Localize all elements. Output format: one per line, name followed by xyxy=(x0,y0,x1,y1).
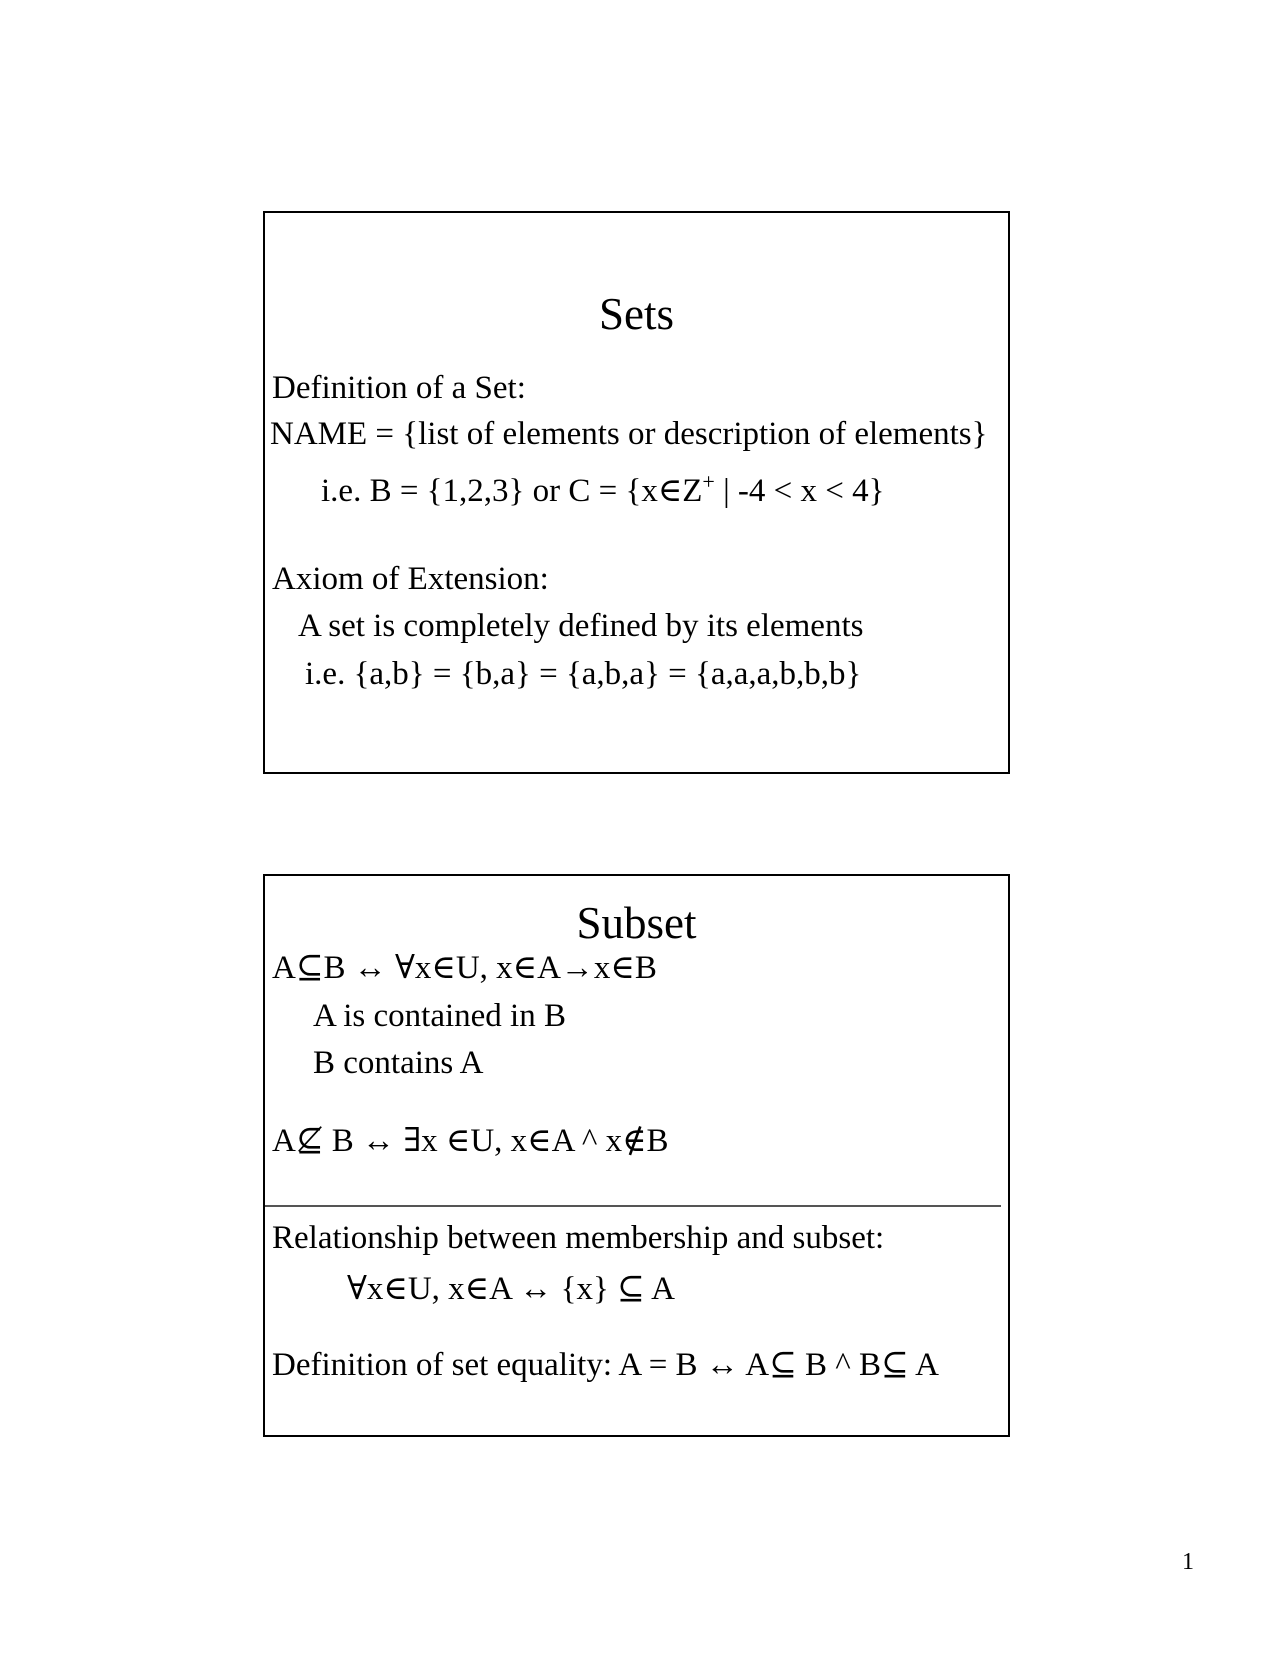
not-subset-definition: A⊈ B ↔ ∃x ∈U, x∈A ^ x∉B xyxy=(272,1123,669,1159)
axiom-example: i.e. {a,b} = {b,a} = {a,b,a} = {a,a,a,b,b,b} xyxy=(305,656,862,692)
definition-heading: Definition of a Set: xyxy=(272,370,526,406)
set-example-line xyxy=(321,462,885,511)
slide-title-sets: Sets xyxy=(598,289,674,339)
set-example-condition: | -4 < x < 4} xyxy=(714,473,885,509)
section-divider xyxy=(265,1205,1001,1207)
axiom-statement: A set is completely defined by its elements xyxy=(298,608,864,644)
relationship-heading: Relationship between membership and subset: xyxy=(272,1220,885,1256)
slide-title-subset: Subset xyxy=(576,898,697,948)
axiom-heading: Axiom of Extension: xyxy=(272,561,549,597)
subset-definition: A⊆B ↔ ∀x∈U, x∈A→x∈B xyxy=(272,950,657,986)
subset-reading-1: A is contained in B xyxy=(313,998,566,1034)
slide-subset xyxy=(263,874,1010,1437)
set-example-text: i.e. B = {1,2,3} or C = {x∈Z xyxy=(321,473,703,509)
set-notation-line: NAME = {list of elements or description of elements} xyxy=(270,416,988,452)
relationship-formula: ∀x∈U, x∈A ↔ {x} ⊆ A xyxy=(347,1271,675,1307)
subset-reading-2: B contains A xyxy=(313,1045,484,1081)
page-number: 1 xyxy=(1182,1549,1194,1575)
set-equality-definition: Definition of set equality: A = B ↔ A⊆ B ^ B⊆ A xyxy=(272,1347,939,1383)
positive-superscript: + xyxy=(702,469,715,494)
slide-sets xyxy=(263,211,1010,774)
